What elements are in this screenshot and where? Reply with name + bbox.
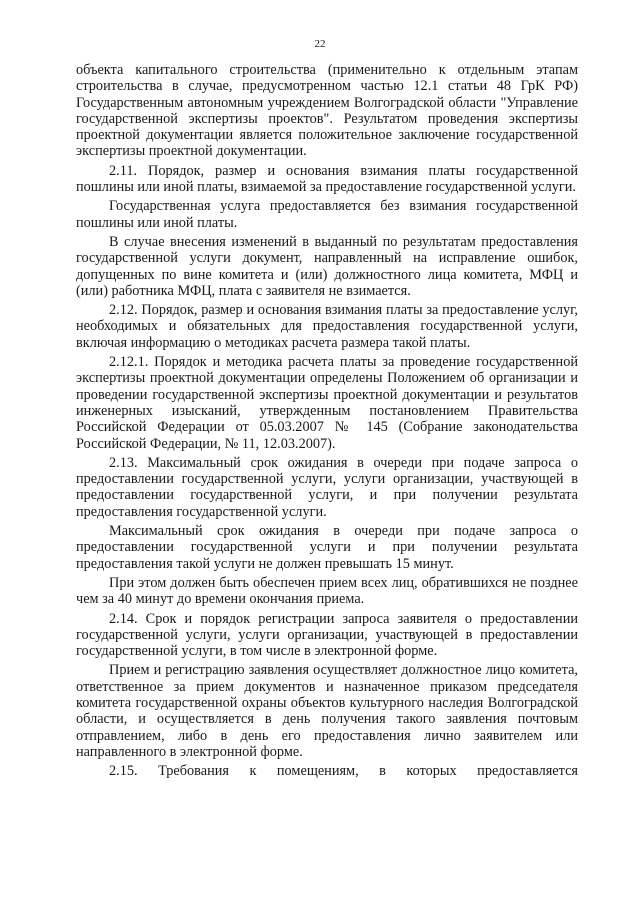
paragraph-2-11-heading: 2.11. Порядок, размер и основания взимания платы государственной пошлины или иной платы, взимаемой за предоставление государственной услуги.	[76, 162, 578, 196]
page-number: 22	[314, 38, 326, 50]
paragraph-registration: Прием и регистрацию заявления осуществляет должностное лицо комитета, ответственное за прием документов и назначенное приказом председателя комитета государственной охраны объектов культурного наследия Волгоградской области, и осуществляется в день получения такого заявления почтовым отправлением, либо в день его предоставления лично заявителем или направленного в электронной форме.	[76, 662, 578, 760]
paragraph-2-12-1: 2.12.1. Порядок и методика расчета платы за проведение государственной экспертизы проектной документации определены Положением об организации и проведении государственной экспертизы проектной документации и результатов инженерных изысканий, утвержденным постановлением Правительства Российской Федерации от 05.03.2007 № 145 (Собрание законодательства Российской Федерации, № 11, 12.03.2007).	[76, 354, 578, 452]
paragraph-continuation: объекта капитального строительства (применительно к отдельным этапам строительства в случае, предусмотренном частью 12.1 статьи 48 ГрК РФ) Государственным автономным учреждением Волгоградской области "Управление государственной экспертизы проектов". Результатом проведения экспертизы проектной документации является положительное заключение государственной экспертизы проектной документации.	[76, 62, 578, 160]
paragraph-2-13-heading: 2.13. Максимальный срок ожидания в очереди при подаче запроса о предоставлении государственной услуги, услуги организации, участвующей в предоставлении государственной услуги, и при получении результата предоставления государственной услуги.	[76, 454, 578, 520]
document-body	[76, 62, 578, 782]
paragraph-corrections-free: В случае внесения изменений в выданный по результатам предоставления государственной услуги документ, направленный на исправление ошибок, допущенных по вине комитета и (или) должностного лица комитета, МФЦ и (или) работника МФЦ, плата с заявителя не взимается.	[76, 233, 578, 299]
paragraph-2-15-heading: 2.15. Требования к помещениям, в которых предоставляется	[109, 763, 578, 780]
paragraph-max-wait: Максимальный срок ожидания в очереди при подаче запроса о предоставлении государственной услуги и при получении результата предоставления такой услуги не должен превышать 15 минут.	[76, 523, 578, 572]
paragraph-no-fee: Государственная услуга предоставляется без взимания государственной пошлины или иной платы.	[76, 198, 578, 231]
paragraph-reception-deadline: При этом должен быть обеспечен прием всех лиц, обратившихся не позднее чем за 40 минут до времени окончания приема.	[76, 574, 578, 608]
paragraph-2-14-heading: 2.14. Срок и порядок регистрации запроса заявителя о предоставлении государственной услуги, услуги организации, участвующей в предоставлении государственной услуги, в том числе в электронной форме.	[76, 610, 578, 660]
paragraph-2-12-heading: 2.12. Порядок, размер и основания взимания платы за предоставление услуг, необходимых и обязательных для предоставления государственной услуги, включая информацию о методиках расчета размера такой платы.	[76, 302, 578, 351]
